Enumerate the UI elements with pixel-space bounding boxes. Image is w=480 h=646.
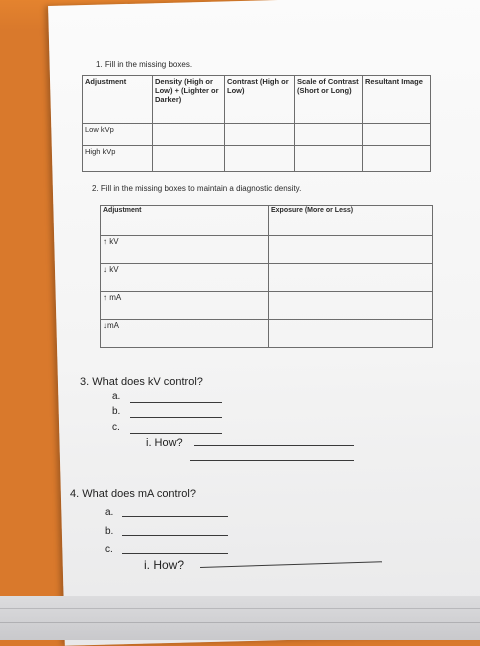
q1-title: 1. Fill in the missing boxes. xyxy=(96,60,193,69)
q2-row-kv-up xyxy=(101,236,433,264)
q2-blank-cell[interactable] xyxy=(269,320,433,348)
q1-blank-cell[interactable] xyxy=(295,146,363,172)
q2-header-adjustment: Adjustment xyxy=(101,206,269,236)
q3-how-line-2[interactable] xyxy=(190,460,354,461)
q3-item-c: c. xyxy=(112,422,120,433)
q1-header-density: Density (High or Low) + (Lighter or Darker) xyxy=(153,76,225,124)
q3-item-a: a. xyxy=(112,391,121,402)
q3-how-line-1[interactable] xyxy=(194,445,354,446)
q2-blank-cell[interactable] xyxy=(269,236,433,264)
q1-header-contrast: Contrast (High or Low) xyxy=(225,76,295,124)
q1-row-high-kvp xyxy=(83,146,431,172)
q2-blank-cell[interactable] xyxy=(269,292,433,320)
q2-row-label: ↓mA xyxy=(101,320,269,348)
q2-row-kv-down xyxy=(101,264,433,292)
q2-row-label: ↑ kV xyxy=(101,236,269,264)
q2-table xyxy=(100,205,433,348)
q4-answer-line-a[interactable] xyxy=(122,516,228,517)
q1-header-scale: Scale of Contrast (Short or Long) xyxy=(295,76,363,124)
q2-row-ma-down xyxy=(101,320,433,348)
q3-sub-how: i. How? xyxy=(146,437,183,449)
q1-blank-cell[interactable] xyxy=(363,146,431,172)
q1-blank-cell[interactable] xyxy=(363,124,431,146)
q1-row-label: Low kVp xyxy=(83,124,153,146)
q2-blank-cell[interactable] xyxy=(269,264,433,292)
q1-header-resultant: Resultant Image xyxy=(363,76,431,124)
q2-header-row xyxy=(101,206,433,236)
q4-item-a: a. xyxy=(105,507,114,518)
q4-sub-how: i. How? xyxy=(144,558,185,572)
q4-answer-line-b[interactable] xyxy=(122,535,228,536)
q3-title: 3. What does kV control? xyxy=(80,376,203,388)
q1-header-adjustment: Adjustment xyxy=(83,76,153,124)
q1-header-row xyxy=(83,76,431,124)
q3-answer-line-c[interactable] xyxy=(130,433,222,434)
q2-row-label: ↓ kV xyxy=(101,264,269,292)
q1-blank-cell[interactable] xyxy=(225,146,295,172)
q2-row-label: ↑ mA xyxy=(101,292,269,320)
q1-blank-cell[interactable] xyxy=(295,124,363,146)
q3-item-b: b. xyxy=(112,406,121,417)
q4-answer-line-c[interactable] xyxy=(122,553,228,554)
paper-stack-edge xyxy=(0,596,480,640)
q1-blank-cell[interactable] xyxy=(225,124,295,146)
q2-row-ma-up xyxy=(101,292,433,320)
q4-item-b: b. xyxy=(105,526,114,537)
q2-header-exposure: Exposure (More or Less) xyxy=(269,206,433,236)
q4-title: 4. What does mA control? xyxy=(70,488,196,500)
q1-blank-cell[interactable] xyxy=(153,124,225,146)
q2-title: 2. Fill in the missing boxes to maintain a diagnostic density. xyxy=(92,184,302,193)
q1-table xyxy=(82,75,431,172)
q1-row-label: High kVp xyxy=(83,146,153,172)
q1-blank-cell[interactable] xyxy=(153,146,225,172)
q3-answer-line-b[interactable] xyxy=(130,417,222,418)
q3-answer-line-a[interactable] xyxy=(130,402,222,403)
q1-row-low-kvp xyxy=(83,124,431,146)
q4-item-c: c. xyxy=(105,544,113,555)
